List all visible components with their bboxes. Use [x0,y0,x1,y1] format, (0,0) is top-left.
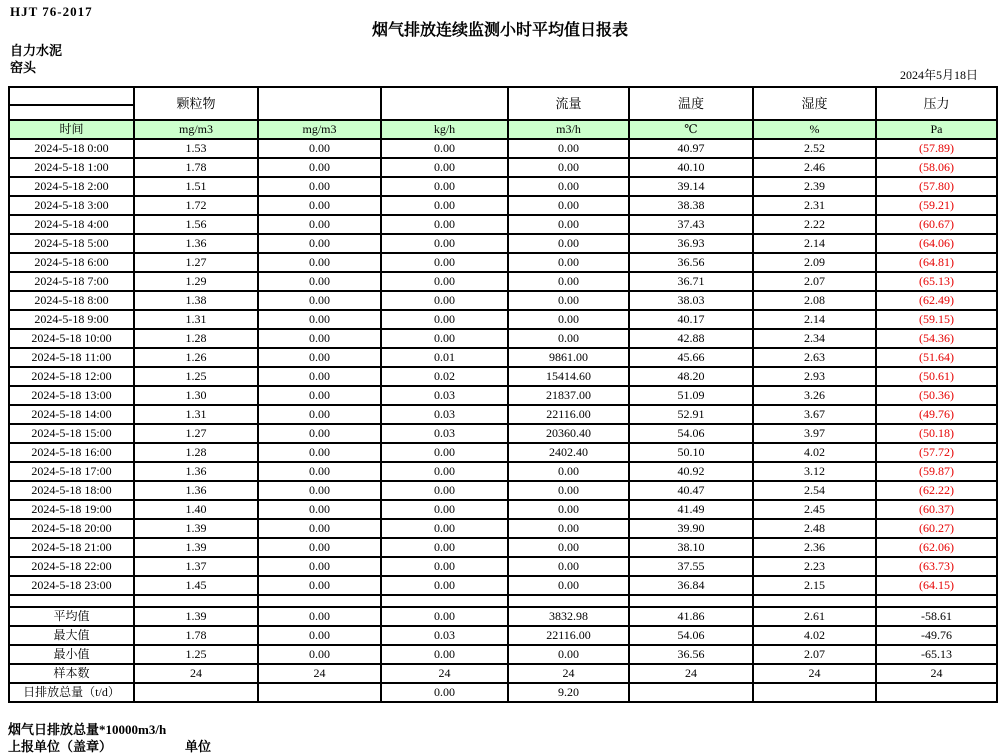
summary-cell: 0.00 [381,645,508,664]
table-row [9,196,997,215]
humidity-cell: 2.31 [753,196,876,215]
flow-cell: 0.00 [508,253,629,272]
time-cell: 2024-5-18 11:00 [9,348,134,367]
flow-cell: 0.00 [508,462,629,481]
time-cell: 2024-5-18 21:00 [9,538,134,557]
pressure-cell: (59.87) [876,462,997,481]
humidity-cell: 2.39 [753,177,876,196]
concentration-cell-2: 0.00 [258,443,381,462]
pressure-cell: (65.13) [876,272,997,291]
pm-concentration-cell: 1.36 [134,234,258,253]
temperature-cell: 40.10 [629,158,753,177]
flow-cell: 22116.00 [508,405,629,424]
pm-concentration-cell: 1.31 [134,310,258,329]
pm-concentration-cell: 1.37 [134,557,258,576]
table-row [9,405,997,424]
pm-concentration-cell: 1.27 [134,424,258,443]
humidity-cell: 3.12 [753,462,876,481]
summary-cell: -65.13 [876,645,997,664]
table-row [9,272,997,291]
temperature-cell: 41.49 [629,500,753,519]
summary-cell: 24 [134,664,258,683]
time-cell: 2024-5-18 8:00 [9,291,134,310]
summary-cell: 24 [508,664,629,683]
pressure-cell: (54.36) [876,329,997,348]
pressure-cell: (60.67) [876,215,997,234]
emission-rate-cell: 0.00 [381,196,508,215]
pm-concentration-cell: 1.36 [134,481,258,500]
temperature-cell: 38.38 [629,196,753,215]
corner-cell-top [9,87,134,105]
time-cell: 2024-5-18 6:00 [9,253,134,272]
table-row [9,253,997,272]
emission-rate-cell: 0.00 [381,234,508,253]
unit-percent: % [753,120,876,139]
group-header-row [9,87,997,105]
summary-cell: 24 [381,664,508,683]
humidity-cell: 2.34 [753,329,876,348]
pm-concentration-cell: 1.27 [134,253,258,272]
flow-cell: 0.00 [508,576,629,595]
table-row [9,310,997,329]
table-row [9,576,997,595]
concentration-cell-2: 0.00 [258,177,381,196]
summary-cell: 1.78 [134,626,258,645]
table-row [9,443,997,462]
summary-cell: 0.00 [381,607,508,626]
emission-rate-cell: 0.00 [381,500,508,519]
pressure-cell: (57.89) [876,139,997,158]
table-row [9,481,997,500]
time-cell: 2024-5-18 4:00 [9,215,134,234]
flow-cell: 0.00 [508,158,629,177]
concentration-cell-2: 0.00 [258,215,381,234]
summary-label: 平均值 [9,607,134,626]
table-row [9,348,997,367]
summary-cell: 24 [753,664,876,683]
emission-rate-cell: 0.00 [381,139,508,158]
table-row [9,329,997,348]
concentration-cell-2: 0.00 [258,367,381,386]
col-header-temperature: 温度 [629,87,753,120]
humidity-cell: 2.36 [753,538,876,557]
time-cell: 2024-5-18 1:00 [9,158,134,177]
humidity-cell: 2.93 [753,367,876,386]
summary-label: 样本数 [9,664,134,683]
humidity-cell: 2.14 [753,234,876,253]
summary-row [9,683,997,702]
table-row [9,177,997,196]
temperature-cell: 39.14 [629,177,753,196]
summary-cell: 0.03 [381,626,508,645]
pm-concentration-cell: 1.29 [134,272,258,291]
pm-concentration-cell: 1.28 [134,443,258,462]
unit-m3-h: m3/h [508,120,629,139]
concentration-cell-2: 0.00 [258,139,381,158]
summary-label: 最大值 [9,626,134,645]
humidity-cell: 2.07 [753,272,876,291]
humidity-cell: 2.14 [753,310,876,329]
flow-cell: 0.00 [508,196,629,215]
time-cell: 2024-5-18 9:00 [9,310,134,329]
humidity-cell: 2.22 [753,215,876,234]
summary-cell: -58.61 [876,607,997,626]
monitoring-report-table [8,86,998,703]
summary-cell: 0.00 [258,607,381,626]
emission-rate-cell: 0.00 [381,481,508,500]
flow-cell: 0.00 [508,557,629,576]
table-row [9,367,997,386]
concentration-cell-2: 0.00 [258,329,381,348]
temperature-cell: 40.17 [629,310,753,329]
table-row [9,557,997,576]
col-header-humidity: 湿度 [753,87,876,120]
pm-concentration-cell: 1.26 [134,348,258,367]
summary-cell: 22116.00 [508,626,629,645]
summary-cell: 54.06 [629,626,753,645]
emission-rate-cell: 0.00 [381,253,508,272]
emission-rate-cell: 0.00 [381,215,508,234]
summary-cell [258,683,381,702]
time-cell: 2024-5-18 15:00 [9,424,134,443]
time-header: 时间 [9,120,134,139]
emission-rate-cell: 0.00 [381,291,508,310]
humidity-cell: 3.26 [753,386,876,405]
emission-rate-cell: 0.01 [381,348,508,367]
summary-cell: 24 [629,664,753,683]
time-cell: 2024-5-18 18:00 [9,481,134,500]
humidity-cell: 2.23 [753,557,876,576]
corner-cell-bottom [9,105,134,120]
flow-cell: 21837.00 [508,386,629,405]
summary-cell: 24 [258,664,381,683]
temperature-cell: 36.93 [629,234,753,253]
humidity-cell: 3.97 [753,424,876,443]
pressure-cell: (62.06) [876,538,997,557]
emission-rate-cell: 0.00 [381,272,508,291]
concentration-cell-2: 0.00 [258,158,381,177]
summary-cell [134,683,258,702]
spacer-row [9,595,997,607]
emission-rate-cell: 0.00 [381,576,508,595]
pm-concentration-cell: 1.39 [134,538,258,557]
pressure-cell: (51.64) [876,348,997,367]
concentration-cell-2: 0.00 [258,291,381,310]
concentration-cell-2: 0.00 [258,234,381,253]
temperature-cell: 52.91 [629,405,753,424]
temperature-cell: 40.92 [629,462,753,481]
flow-cell: 0.00 [508,329,629,348]
flow-cell: 20360.40 [508,424,629,443]
summary-rows [9,607,997,702]
flow-cell: 15414.60 [508,367,629,386]
humidity-cell: 2.48 [753,519,876,538]
summary-label: 日排放总量（t/d） [9,683,134,702]
pressure-cell: (50.61) [876,367,997,386]
table-row [9,386,997,405]
company-name: 自力水泥 [10,43,63,58]
humidity-cell: 2.63 [753,348,876,367]
summary-cell [876,683,997,702]
pm-concentration-cell: 1.53 [134,139,258,158]
pressure-cell: (49.76) [876,405,997,424]
summary-row [9,607,997,626]
pressure-cell: (64.06) [876,234,997,253]
summary-cell: 36.56 [629,645,753,664]
time-cell: 2024-5-18 7:00 [9,272,134,291]
summary-cell: 0.00 [258,645,381,664]
humidity-cell: 2.46 [753,158,876,177]
temperature-cell: 54.06 [629,424,753,443]
concentration-cell-2: 0.00 [258,348,381,367]
table-row [9,424,997,443]
pressure-cell: (64.81) [876,253,997,272]
time-cell: 2024-5-18 20:00 [9,519,134,538]
pressure-cell: (58.06) [876,158,997,177]
pm-concentration-cell: 1.39 [134,519,258,538]
time-cell: 2024-5-18 13:00 [9,386,134,405]
pm-concentration-cell: 1.78 [134,158,258,177]
summary-cell: 24 [876,664,997,683]
pressure-cell: (59.15) [876,310,997,329]
summary-row [9,626,997,645]
pressure-cell: (60.37) [876,500,997,519]
concentration-cell-2: 0.00 [258,196,381,215]
pm-concentration-cell: 1.51 [134,177,258,196]
summary-row [9,664,997,683]
emission-rate-cell: 0.00 [381,538,508,557]
summary-cell: 1.39 [134,607,258,626]
temperature-cell: 51.09 [629,386,753,405]
table-row [9,234,997,253]
humidity-cell: 2.52 [753,139,876,158]
humidity-cell: 2.09 [753,253,876,272]
table-row [9,538,997,557]
summary-cell: 41.86 [629,607,753,626]
pressure-cell: (64.15) [876,576,997,595]
summary-cell: 2.07 [753,645,876,664]
concentration-cell-2: 0.00 [258,405,381,424]
summary-cell: -49.76 [876,626,997,645]
temperature-cell: 38.03 [629,291,753,310]
temperature-cell: 37.55 [629,557,753,576]
flow-cell: 2402.40 [508,443,629,462]
pm-concentration-cell: 1.72 [134,196,258,215]
humidity-cell: 4.02 [753,443,876,462]
summary-cell: 3832.98 [508,607,629,626]
time-cell: 2024-5-18 23:00 [9,576,134,595]
flow-cell: 0.00 [508,519,629,538]
emission-rate-cell: 0.00 [381,158,508,177]
time-cell: 2024-5-18 16:00 [9,443,134,462]
pressure-cell: (59.21) [876,196,997,215]
pressure-cell: (57.80) [876,177,997,196]
pressure-cell: (63.73) [876,557,997,576]
emission-rate-cell: 0.03 [381,386,508,405]
report-date: 2024年5月18日 [899,68,978,82]
pressure-cell: (62.22) [876,481,997,500]
table-row [9,462,997,481]
emission-rate-cell: 0.00 [381,329,508,348]
col-header-particulate: 颗粒物 [134,87,258,120]
col-header-flow: 流量 [508,87,629,120]
pressure-cell: (50.18) [876,424,997,443]
concentration-cell-2: 0.00 [258,386,381,405]
time-cell: 2024-5-18 5:00 [9,234,134,253]
page-title: 烟气排放连续监测小时平均值日报表 [371,22,628,39]
emission-rate-cell: 0.03 [381,424,508,443]
emission-rate-cell: 0.00 [381,462,508,481]
humidity-cell: 2.54 [753,481,876,500]
flow-cell: 0.00 [508,538,629,557]
time-cell: 2024-5-18 19:00 [9,500,134,519]
time-cell: 2024-5-18 10:00 [9,329,134,348]
col-header-blank-2 [381,87,508,120]
monitor-point-name: 窑头 [10,60,37,75]
time-cell: 2024-5-18 17:00 [9,462,134,481]
table-row [9,158,997,177]
temperature-cell: 36.84 [629,576,753,595]
unit-header-row [9,120,997,139]
temperature-cell: 50.10 [629,443,753,462]
table-row [9,215,997,234]
pm-concentration-cell: 1.36 [134,462,258,481]
pm-concentration-cell: 1.56 [134,215,258,234]
concentration-cell-2: 0.00 [258,462,381,481]
unit-mg-m3-1: mg/m3 [134,120,258,139]
pressure-cell: (57.72) [876,443,997,462]
humidity-cell: 3.67 [753,405,876,424]
pm-concentration-cell: 1.25 [134,367,258,386]
flow-cell: 0.00 [508,177,629,196]
col-header-blank-1 [258,87,381,120]
unit-celsius: ℃ [629,120,753,139]
concentration-cell-2: 0.00 [258,500,381,519]
time-cell: 2024-5-18 2:00 [9,177,134,196]
unit-pa: Pa [876,120,997,139]
concentration-cell-2: 0.00 [258,576,381,595]
summary-cell [753,683,876,702]
summary-cell [629,683,753,702]
concentration-cell-2: 0.00 [258,253,381,272]
emission-rate-cell: 0.02 [381,367,508,386]
flow-cell: 0.00 [508,291,629,310]
table-row [9,519,997,538]
emission-rate-cell: 0.00 [381,557,508,576]
unit-mg-m3-2: mg/m3 [258,120,381,139]
summary-cell: 4.02 [753,626,876,645]
table-row [9,500,997,519]
unit-field-label: 单位 [185,739,212,754]
flow-cell: 9861.00 [508,348,629,367]
summary-cell: 0.00 [508,645,629,664]
flow-cell: 0.00 [508,310,629,329]
pressure-cell: (62.49) [876,291,997,310]
pressure-cell: (60.27) [876,519,997,538]
flow-cell: 0.00 [508,215,629,234]
temperature-cell: 36.71 [629,272,753,291]
pressure-cell: (50.36) [876,386,997,405]
emission-rate-cell: 0.03 [381,405,508,424]
emission-rate-cell: 0.00 [381,177,508,196]
humidity-cell: 2.08 [753,291,876,310]
concentration-cell-2: 0.00 [258,557,381,576]
temperature-cell: 42.88 [629,329,753,348]
humidity-cell: 2.45 [753,500,876,519]
summary-cell: 0.00 [258,626,381,645]
temperature-cell: 40.47 [629,481,753,500]
temperature-cell: 38.10 [629,538,753,557]
summary-cell: 2.61 [753,607,876,626]
humidity-cell: 2.15 [753,576,876,595]
time-cell: 2024-5-18 0:00 [9,139,134,158]
concentration-cell-2: 0.00 [258,310,381,329]
reporting-unit-label: 上报单位（盖章） [8,739,113,754]
time-cell: 2024-5-18 3:00 [9,196,134,215]
col-header-pressure: 压力 [876,87,997,120]
unit-kg-h: kg/h [381,120,508,139]
time-cell: 2024-5-18 14:00 [9,405,134,424]
emission-rate-cell: 0.00 [381,310,508,329]
flow-cell: 0.00 [508,500,629,519]
concentration-cell-2: 0.00 [258,424,381,443]
concentration-cell-2: 0.00 [258,538,381,557]
pm-concentration-cell: 1.40 [134,500,258,519]
summary-cell: 1.25 [134,645,258,664]
temperature-cell: 37.43 [629,215,753,234]
temperature-cell: 45.66 [629,348,753,367]
pm-concentration-cell: 1.31 [134,405,258,424]
hourly-rows [9,139,997,595]
pm-concentration-cell: 1.45 [134,576,258,595]
summary-label: 最小值 [9,645,134,664]
temperature-cell: 48.20 [629,367,753,386]
summary-row [9,645,997,664]
standard-code: HJT 76-2017 [10,4,93,19]
concentration-cell-2: 0.00 [258,481,381,500]
pm-concentration-cell: 1.38 [134,291,258,310]
concentration-cell-2: 0.00 [258,272,381,291]
temperature-cell: 36.56 [629,253,753,272]
flow-cell: 0.00 [508,272,629,291]
emission-rate-cell: 0.00 [381,519,508,538]
flow-cell: 0.00 [508,481,629,500]
summary-cell: 0.00 [381,683,508,702]
summary-cell: 9.20 [508,683,629,702]
pm-concentration-cell: 1.28 [134,329,258,348]
flow-cell: 0.00 [508,139,629,158]
pm-concentration-cell: 1.30 [134,386,258,405]
temperature-cell: 39.90 [629,519,753,538]
table-row [9,291,997,310]
concentration-cell-2: 0.00 [258,519,381,538]
time-cell: 2024-5-18 12:00 [9,367,134,386]
flow-cell: 0.00 [508,234,629,253]
total-emission-footnote: 烟气日排放总量*10000m3/h [8,722,167,737]
table-row [9,139,997,158]
emission-rate-cell: 0.00 [381,443,508,462]
temperature-cell: 40.97 [629,139,753,158]
time-cell: 2024-5-18 22:00 [9,557,134,576]
